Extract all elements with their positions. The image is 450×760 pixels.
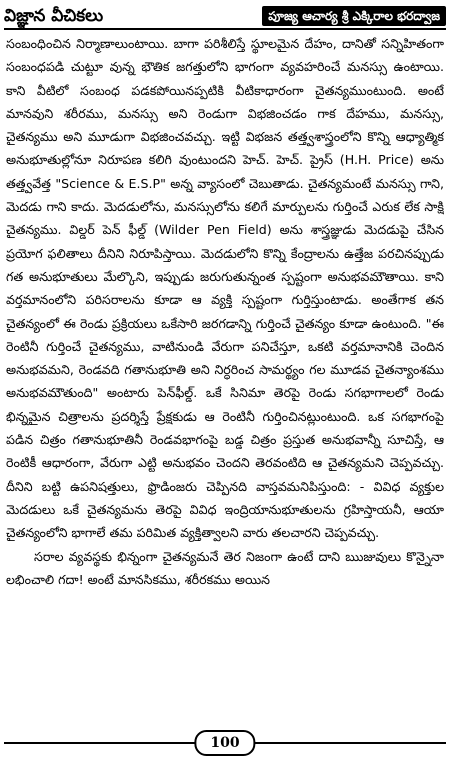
page-header (4, 2, 446, 30)
paragraph: సరాల వ్యవస్థకు భిన్నంగా చైతన్యమనే తెర నిజంగా ఉంటే దాని ఋజువులు కొన్నైనా లభించాలి గదా! అంటే మానసికము, శరీరకము అయిన (6, 548, 444, 587)
book-title: విజ్ఞాన వీచికలు (4, 6, 104, 26)
page-body (6, 32, 444, 722)
paragraph: సంబంధించిన నిర్మాణాలుంటాయి. బాగా పరిశీలిస్తే స్థూలమైన దేహం, దానితో సన్నిహితంగా సంబంధపడి చుట్టూ వున్న భౌతిక జగత్తులోని భాగంగా వ్యవహరించే మనస్సు ఉంటాయి. కాని వీటిలో సంబంధ పడకపోయినప్పటికి వీటికాధారంగా చైతన్యముంటుంది. అంటే మానవుని శరీరము, మనస్సు అని రెండుగా విభజించడం గాక దేహము, మనస్సు, చైతన్యము అని మూడుగా విభజించవచ్చు. ఇట్టి విభజన తత్త్వశాస్త్రంలోని కొన్ని ఆధ్యాత్మిక అనుభూతుల్లోనూ నిరూపణ కలిగి వుంటుందని హెచ్. హెచ్. ప్రైస్ (H.H. Price) అను తత్త్వవేత్త "Science & E.S.P" అన్న వ్యాసంలో చెబుతాడు. చైతన్యమంటే మనస్సు గాని, మెదడు గాని కాదు. మెదడులోను, మనస్సులోను కలిగే మార్పులను గుర్తించే ఎరుక లేక సాక్షి చైతన్యము. విల్డర్ పెన్ ఫీల్డ్ (Wilder Pen Field) అను శాస్త్రజ్ఞుడు మెదడుపై చేసిన ప్రయోగ ఫలితాలు దీనిని నిరూపిస్తాయి. మెదడులోని కొన్ని కేంద్రాలను ఉత్తేజ పరచినప్పుడు గత అనుభూతులు మేల్కొని, ఇప్పుడు జరుగుతున్నంత స్పష్టంగా అనుభవమౌతాయి. కాని వర్తమానంలోని పరిసరాలను కూడా ఆ వ్యక్తి స్పష్టంగా గుర్తిస్తుంటాడు. అంతేగాక తన చైతన్యంలో ఈ రెండు ప్రక్రియలు ఒకేసారి జరగడాన్ని గుర్తించే చైతన్యం కూడా ఉంటుంది. "ఈ రెంటినీ గుర్తించే చైతన్యము, వాటినుండి వేరుగా పనిచేస్తూ, ఒకటి వర్తమానానికి చెందిన అనుభవమని, రెండవది గతానుభూతి అని నిర్ధరించ సామర్థ్యం గల మూడవ చైతన్యాంశము అనుభవమౌతుంది" అంటారు పెన్‌ఫీల్డ్. ఒకే సినిమా తెరపై రెండు సగభాగాలలో రెండు భిన్నమైన చిత్రాలను ప్రదర్శిస్తే ప్రేక్షకుడు ఆ రెంటినీ గుర్తించినట్లుంటుంది. ఒక సగభాగంపై పడిన చిత్రం గతానుభూతినీ రెండవభాగంపై బడ్డ చిత్రం ప్రస్తుత అనుభవాన్నీ సూచిస్తే, ఆ రెంటికీ ఆధారంగా, వేరుగా ఎట్టి అనుభవం చెందని తెరవంటిది ఆ చైతన్యమని చెప్పవచ్చు. దీనిని బట్టి ఉపనిషత్తులు, ఫ్రొడింజరు చెప్పినది వాస్తవమనిపిస్తుంది: - వివిధ వ్యక్తుల మెదడులు ఒకే చైతన్యమను తెరపై వివిధ ఇంద్రియానుభూతులను గ్రహిస్తాయనీ, ఆయా చైతన్యంలోని భాగాలే తమ పరిమిత వ్యక్తిత్వాలని వారు తలచారని చెప్పవచ్చు. (6, 36, 444, 541)
author-name: పూజ్య ఆచార్య శ్రీ ఎక్కిరాల భరద్వాజ (262, 6, 446, 26)
page-footer (4, 730, 446, 756)
page-number: 100 (194, 730, 255, 756)
